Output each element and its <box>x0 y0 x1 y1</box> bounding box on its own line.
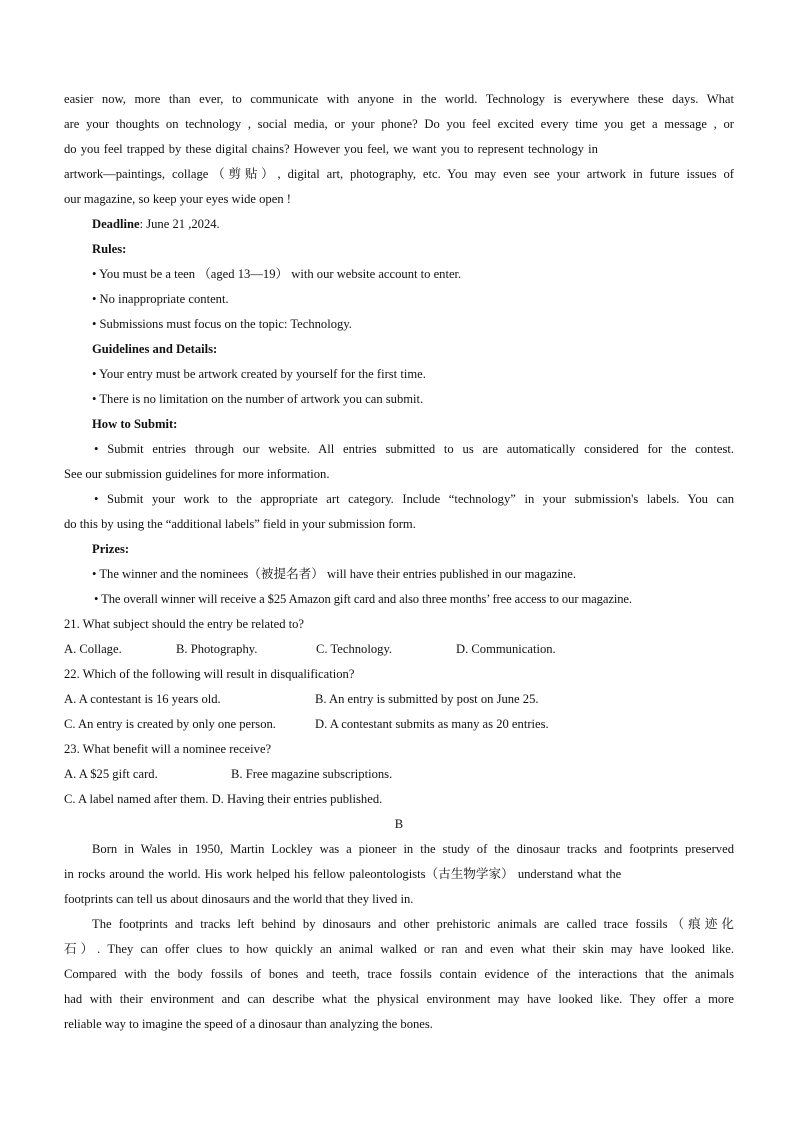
question-22-options-row-1 <box>64 687 734 712</box>
prizes-heading: Prizes: <box>92 542 130 556</box>
guideline-item: • Your entry must be artwork created by yourself for the first time. <box>92 367 426 381</box>
passage-b-p2-line-5: reliable way to imagine the speed of a dinosaur than analyzing the bones. <box>64 1017 433 1031</box>
question-23: 23. What benefit will a nominee receive? <box>64 742 272 756</box>
question-23-options-row-1 <box>64 762 734 787</box>
option-d: D. Communication. <box>456 642 556 656</box>
option-a: A. A $25 gift card. <box>64 767 158 781</box>
submit-item-2-line-2: do this by using the “additional labels” field in your submission form. <box>64 517 416 531</box>
submit-item-1-line-2: See our submission guidelines for more information. <box>64 467 330 481</box>
rule-item: • Submissions must focus on the topic: Technology. <box>92 317 352 331</box>
passage-b-p1-line-3: footprints can tell us about dinosaurs and the world that they lived in. <box>64 892 414 906</box>
passage-b-label: B <box>394 817 404 831</box>
option-c: C. Technology. <box>316 642 393 656</box>
option-b: B. Free magazine subscriptions. <box>231 767 393 781</box>
intro-line-4: artwork—paintings, collage（剪贴）, digital art, photography, etc. You may even see your artwork in future issues of <box>64 167 734 181</box>
prize-item: • The winner and the nominees（被提名者） will have their entries published in our magazine. <box>92 567 577 581</box>
deadline <box>64 212 734 237</box>
rules-heading: Rules: <box>92 242 127 256</box>
rule-item: • No inappropriate content. <box>92 292 229 306</box>
passage-b-p2-line-4: had with their environment and can describe what the physical environment may have looked like. They offer a more <box>64 992 734 1006</box>
option-b: B. Photography. <box>176 642 258 656</box>
option-c: C. An entry is created by only one person. <box>64 717 276 731</box>
guidelines-heading: Guidelines and Details: <box>92 342 218 356</box>
option-d: D. A contestant submits as many as 20 entries. <box>315 717 549 731</box>
submit-item-1-line-1: • Submit entries through our website. All entries submitted to us are automatically considered for the contest. <box>94 442 734 456</box>
question-22: 22. Which of the following will result in disqualification? <box>64 667 355 681</box>
intro-line-1: easier now, more than ever, to communicate with anyone in the world. Technology is everywhere these days. What <box>64 92 734 106</box>
passage-b-p2-line-1: The footprints and tracks left behind by dinosaurs and other prehistoric animals are called trace fossils（痕迹化 <box>92 917 734 931</box>
deadline-date: : June 21 ,2024. <box>139 217 220 231</box>
option-b: B. An entry is submitted by post on June 25. <box>315 692 539 706</box>
question-22-options-row-2 <box>64 712 734 737</box>
guideline-item: • There is no limitation on the number of artwork you can submit. <box>92 392 424 406</box>
question-21: 21. What subject should the entry be related to? <box>64 617 305 631</box>
deadline-label: Deadline <box>92 217 140 231</box>
option-a: A. A contestant is 16 years old. <box>64 692 221 706</box>
prize-item: • The overall winner will receive a $25 Amazon gift card and also three months’ free access to our magazine. <box>94 592 632 606</box>
submit-heading: How to Submit: <box>92 417 178 431</box>
passage-b-p2-line-2: 石）. They can offer clues to how quickly an animal walked or ran and even what their skin may have looked like. <box>64 942 734 956</box>
rule-item: • You must be a teen （aged 13—19） with our website account to enter. <box>92 267 462 281</box>
intro-line-2: are your thoughts on technology , social media, or your phone? Do you feel excited every time you get a message , or <box>64 117 734 131</box>
passage-b-p1-line-2: in rocks around the world. His work helped his fellow paleontologists（古生物学家） understand what the <box>64 867 622 881</box>
intro-line-3: do you feel trapped by these digital chains? However you feel, we want you to represent technology in <box>64 142 598 156</box>
intro-line-5: our magazine, so keep your eyes wide open ! <box>64 192 291 206</box>
document-page <box>64 87 734 1037</box>
question-23-options-row-2: C. A label named after them. D. Having their entries published. <box>64 792 383 806</box>
passage-b-p1-line-1: Born in Wales in 1950, Martin Lockley was a pioneer in the study of the dinosaur tracks and footprints preserved <box>92 842 734 856</box>
option-a: A. Collage. <box>64 642 122 656</box>
question-21-options <box>64 637 734 662</box>
passage-b-p2-line-3: Compared with the body fossils of bones and teeth, trace fossils contain evidence of the interactions that the animals <box>64 967 734 981</box>
submit-item-2-line-1: • Submit your work to the appropriate art category. Include “technology” in your submission's labels. You can <box>94 492 734 506</box>
